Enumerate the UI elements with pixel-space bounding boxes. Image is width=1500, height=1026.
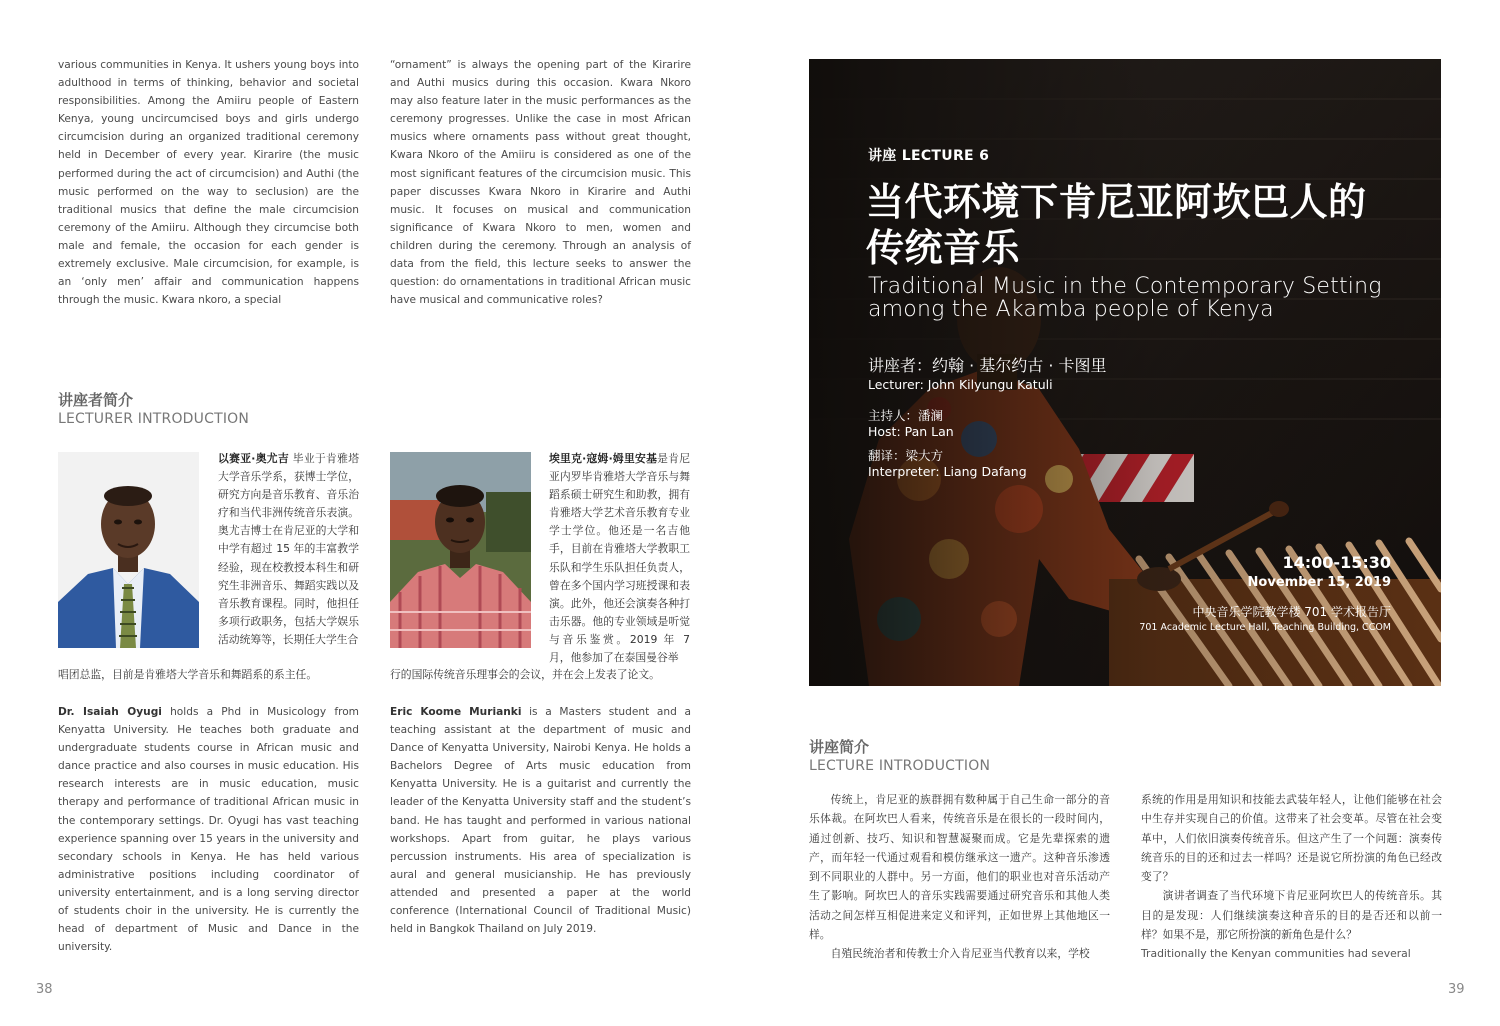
- lecturer-intro-title-en: LECTURER INTRODUCTION: [58, 411, 250, 427]
- poster-time: 14:00-15:30: [1282, 553, 1391, 572]
- poster-lecturer-zh: 讲座者：约翰 · 基尔约古 · 卡图里: [868, 356, 1107, 375]
- lecture-intro-col2-para2: 演讲者调查了当代环境下肯尼亚阿坎巴人的传统音乐。其目的是发现：人们继续演奏这种音乐的目的是否还和以前一样？如果不是，那它所扮演的新角色是什么？: [1141, 889, 1442, 942]
- murianki-name-en: Eric Koome Murianki: [390, 706, 522, 718]
- lecturer-intro-title-zh: 讲座者简介: [58, 391, 134, 409]
- oyugi-name-en: Dr. Isaiah Oyugi: [58, 706, 162, 718]
- page-number-right: 39: [1448, 982, 1465, 997]
- oyugi-bio-zh: [218, 450, 359, 649]
- lecture-poster: [809, 59, 1441, 686]
- lecture-intro-title-en: LECTURE INTRODUCTION: [809, 758, 991, 774]
- poster-title-en-line2: among the Akamba people of Kenya: [868, 297, 1274, 322]
- murianki-bio-en: [390, 703, 691, 938]
- murianki-bio-en-text: is a Masters student and a teaching assistant at the department of music and Dance of Kenyatta University, Nairobi Kenya. He holds a Bachelors Degree of Arts music education from Kenyatta University. He is a guitarist and currently the leader of the Kenyatta University staff and the student’s band. He has taught and performed in various national workshops. Apart from guitar, he plays various percussion instruments. His area of specialization is aural and general musicianship. He has previously attended and presented a paper at the world conference (International Council of Traditional Music) held in Bangkok Thailand on July 2019.: [390, 706, 691, 936]
- poster-title-zh-line2: 传统音乐: [866, 225, 1021, 270]
- murianki-portrait-photo: [390, 452, 531, 648]
- poster-venue-zh: 中央音乐学院教学楼 701 学术报告厅: [1192, 605, 1391, 619]
- oyugi-portrait-photo: [58, 452, 199, 648]
- lecture-intro-col1-para1: 传统上，肯尼亚的族群拥有数种属于自己生命一部分的音乐体裁。在阿坎巴人看来，传统音乐是在很长的一段时间内，通过创新、技巧、知识和智慧凝聚而成。它是先辈探索的遗产，而年轻一代通过观看和模仿继承这一遗产。这种音乐渗透到不同职业的人群中。另一方面，他们的职业也对音乐活动产生了影响。阿坎巴人的音乐实践需要通过研究音乐和其他人类活动之间怎样互相促进来定义和评判，正如世界上其他地区一样。: [809, 793, 1110, 942]
- poster-host-zh: 主持人：潘澜: [868, 408, 944, 423]
- poster-interpreter-en: Interpreter: Liang Dafang: [868, 464, 1027, 479]
- page-number-left: 38: [36, 982, 53, 997]
- lecturer-intro-heading: [58, 390, 249, 428]
- poster-title-zh-line1: 当代环境下肯尼亚阿坎巴人的: [866, 179, 1367, 224]
- oyugi-bio-en-text: holds a Phd in Musicology from Kenyatta University. He teaches both graduate and undergraduate students course in African music and dance practice and also courses in music education. His research interests are in music education, music therapy and performance of traditional African music in the contemporary settings. Dr. Oyugi has vast teaching experience spanning over 15 years in the university and secondary schools in Kenya. He has held various administrative positions including coordinator of university entertainment, and is a long serving director of students choir in the university. He is currently the head of department of Music and Dance in the university.: [58, 706, 359, 954]
- oyugi-name-zh: 以赛亚·奥尤吉: [218, 452, 289, 465]
- poster-title-en: [868, 275, 1382, 321]
- oyugi-bio-zh-tail: 唱团总监，目前是肯雅塔大学音乐和舞蹈系的系主任。: [58, 668, 318, 681]
- lecture-intro-column-1: [809, 790, 1110, 964]
- poster-date: November 15, 2019: [1247, 575, 1391, 590]
- abstract-column-2: “ornament” is always the opening part of the Kirarire and Authi musics during this occasion. Kwara Nkoro may also feature later in the music performances as the ceremony progresses. Unlike the case in most African musics where ornaments pass without great thought, Kwara Nkoro of the Amiiru is considered as one of the most significant features of the circumcision music. This paper discusses Kwara Nkoro in Kirarire and Authi music. It focuses on musical and communication significance of Kwara Nkoro to men, women and children during the ceremony. Through an analysis of data from the field, this lecture seeks to answer the question: do ornamentations in traditional African music have musical and communicative roles?: [390, 59, 691, 307]
- lecture-intro-col2-para1: 系统的作用是用知识和技能去武装年轻人，让他们能够在社会中生存并实现自己的价值。这带来了社会变革。尽管在社会变革中，人们依旧演奏传统音乐。但这产生了一个问题：演奏传统音乐的目的还和过去一样吗？还是说它所扮演的角色已经改变了？: [1141, 793, 1442, 884]
- abstract-column-1: various communities in Kenya. It ushers young boys into adulthood in terms of thinking, behavior and societal responsibilities. Among the Amiiru people of Eastern Kenya, young uncircumcised boys and girls undergo circumcision during an organized traditional ceremony held in December of every year. Kirarire (the music performed during the act of circumcision) and Authi (the music performed on the way to seclusion) are the traditional musics that define the male circumcision ceremony of the Amiiru. Although they circumcise both male and female, the occasion for each gender is extremely exclusive. Male circumcision, for example, is an ‘only men’ affair and communication happens through the music. Kwara nkoro, a special: [58, 59, 359, 307]
- lecture-intro-col2-para3: Traditionally the Kenyan communities had several: [1141, 947, 1411, 961]
- poster-lecturer-en: Lecturer: John Kilyungu Katuli: [868, 377, 1053, 392]
- lecture-intro-heading: [809, 737, 990, 775]
- poster-venue-en: 701 Academic Lecture Hall, Teaching Building, CCOM: [1139, 622, 1391, 633]
- lecture-intro-col1-para2: 自殖民统治者和传教士介入肯尼亚当代教育以来，学校: [830, 947, 1090, 961]
- lecture-intro-column-2: [1141, 790, 1442, 964]
- poster-interpreter-zh: 翻译：梁大方: [868, 448, 944, 463]
- murianki-bio-zh-tail: 行的国际传统音乐理事会的会议，并在会上发表了论文。: [390, 668, 660, 681]
- lecture-intro-title-zh: 讲座简介: [809, 738, 870, 756]
- murianki-name-zh: 埃里克·寇姆·姆里安基: [549, 452, 658, 465]
- poster-lecture-label: 讲座 LECTURE 6: [868, 148, 990, 164]
- oyugi-bio-en: [58, 703, 359, 956]
- poster-title-en-line1: Traditional Music in the Contemporary Setting: [868, 274, 1382, 299]
- poster-title-zh: [866, 179, 1367, 271]
- oyugi-bio-zh-text: 毕业于肯雅塔大学音乐学系，获博士学位，研究方向是音乐教育、音乐治疗和当代非洲传统音乐表演。奥尤吉博士在肯尼亚的大学和中学有超过 15 年的丰富教学经验，现在校教授本科生和研究生非洲音乐、舞蹈实践以及音乐教育课程。同时，他担任多项行政职务，包括大学娱乐活动统筹等，长期任大学生合: [218, 452, 359, 646]
- murianki-bio-zh: [549, 450, 690, 667]
- murianki-bio-zh-text: 是肯尼亚内罗毕肯雅塔大学音乐与舞蹈系硕士研究生和助教，拥有肯雅塔大学艺术音乐教育专业学士学位。他还是一名吉他手，目前在肯雅塔大学教职工乐队和学生乐队担任负责人，曾在多个国内学习班授课和表演。此外，他还会演奏各种打击乐器。他的专业领域是听觉与音乐鉴赏。2019 年 7 月，他参加了在泰国曼谷举: [549, 452, 691, 665]
- poster-host-en: Host: Pan Lan: [868, 424, 954, 439]
